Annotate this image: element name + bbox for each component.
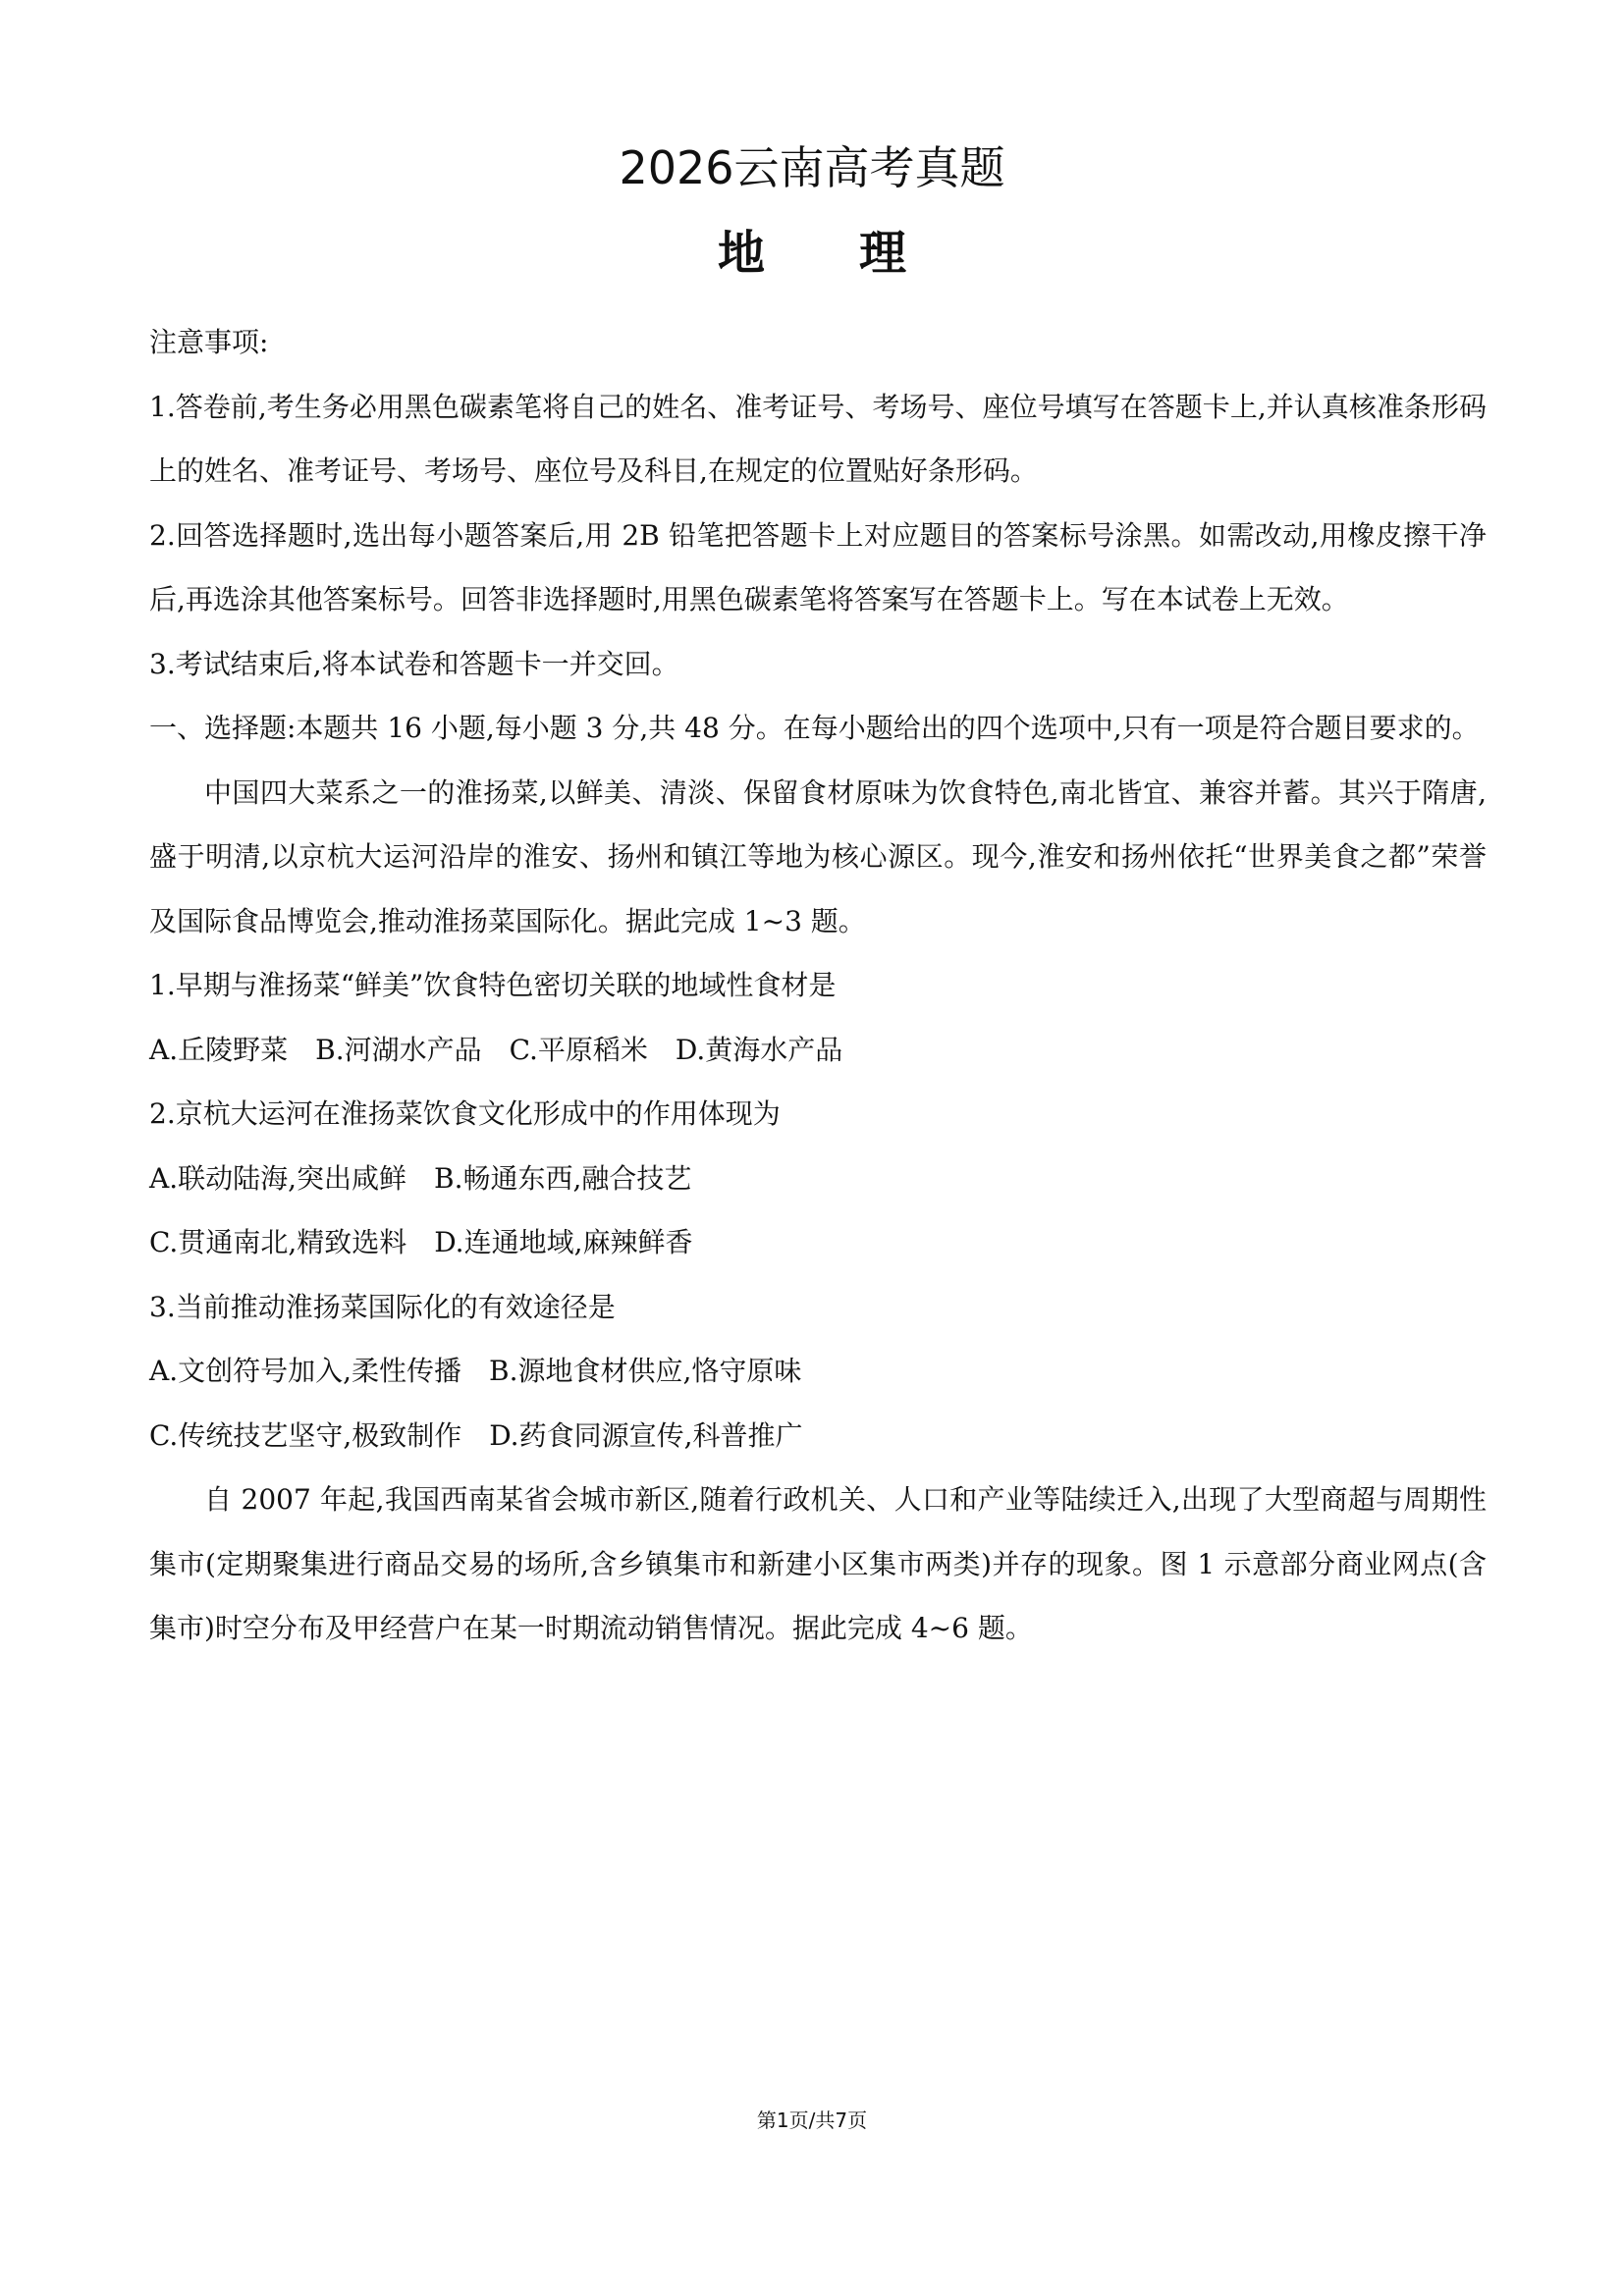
exam-title: 2026云南高考真题 — [619, 141, 1005, 194]
question-3-options-line-1: A.文创符号加入,柔性传播 B.源地食材供应,恪守原味 — [149, 1355, 802, 1387]
notice-item-1: 1.答卷前,考生务必用黑色碳素笔将自己的姓名、准考证号、考场号、座位号填写在答题卡上,并认真核准条形码上的姓名、准考证号、考场号、座位号及科目,在规定的位置贴好条形码。 — [149, 390, 1487, 487]
exam-body — [149, 310, 1487, 1661]
section-intro: 一、选择题:本题共 16 小题,每小题 3 分,共 48 分。在每小题给出的四个选项中,只有一项是符合题目要求的。 — [149, 712, 1480, 744]
subject-title: 地 理 — [717, 226, 906, 281]
question-2-options-line-2: C.贯通南北,精致选料 D.连通地域,麻辣鲜香 — [149, 1226, 693, 1258]
question-1-stem: 1.早期与淮扬菜“鲜美”饮食特色密切关联的地域性食材是 — [149, 969, 837, 1001]
notice-heading: 注意事项: — [149, 326, 269, 358]
question-2-options-line-1: A.联动陆海,突出咸鲜 B.畅通东西,融合技艺 — [149, 1161, 692, 1195]
question-3-options-line-2: C.传统技艺坚守,极致制作 D.药食同源宣传,科普推广 — [149, 1418, 803, 1452]
passage-2: 自 2007 年起,我国西南某省会城市新区,随着行政机关、人口和产业等陆续迁入,出现了大型商超与周期性集市(定期聚集进行商品交易的场所,含乡镇集市和新建小区集市两类)并存的现象。图 1 示意部分商业网点(含集市)时空分布及甲经营户在某一时期流动销售情况。据此完成 4~6 题。 — [149, 1483, 1487, 1644]
question-3-stem: 3.当前推动淮扬菜国际化的有效途径是 — [149, 1290, 616, 1323]
question-2-stem: 2.京杭大运河在淮扬菜饮食文化形成中的作用体现为 — [149, 1097, 781, 1130]
question-1-options: A.丘陵野菜 B.河湖水产品 C.平原稻米 D.黄海水产品 — [149, 1033, 843, 1066]
notice-item-3: 3.考试结束后,将本试卷和答题卡一并交回。 — [149, 647, 679, 680]
passage-1: 中国四大菜系之一的淮扬菜,以鲜美、清淡、保留食材原味为饮食特色,南北皆宜、兼容并蓄。其兴于隋唐,盛于明清,以京杭大运河沿岸的淮安、扬州和镇江等地为核心源区。现今,淮安和扬州依托“世界美食之都”荣誉及国际食品博览会,推动淮扬菜国际化。据此完成 1~3 题。 — [149, 775, 1487, 937]
page-number: 第1页/共7页 — [756, 2109, 868, 2132]
notice-item-2: 2.回答选择题时,选出每小题答案后,用 2B 铅笔把答题卡上对应题目的答案标号涂黑。如需改动,用橡皮擦干净后,再选涂其他答案标号。回答非选择题时,用黑色碳素笔将答案写在答题卡上。写在本试卷上无效。 — [149, 518, 1487, 615]
